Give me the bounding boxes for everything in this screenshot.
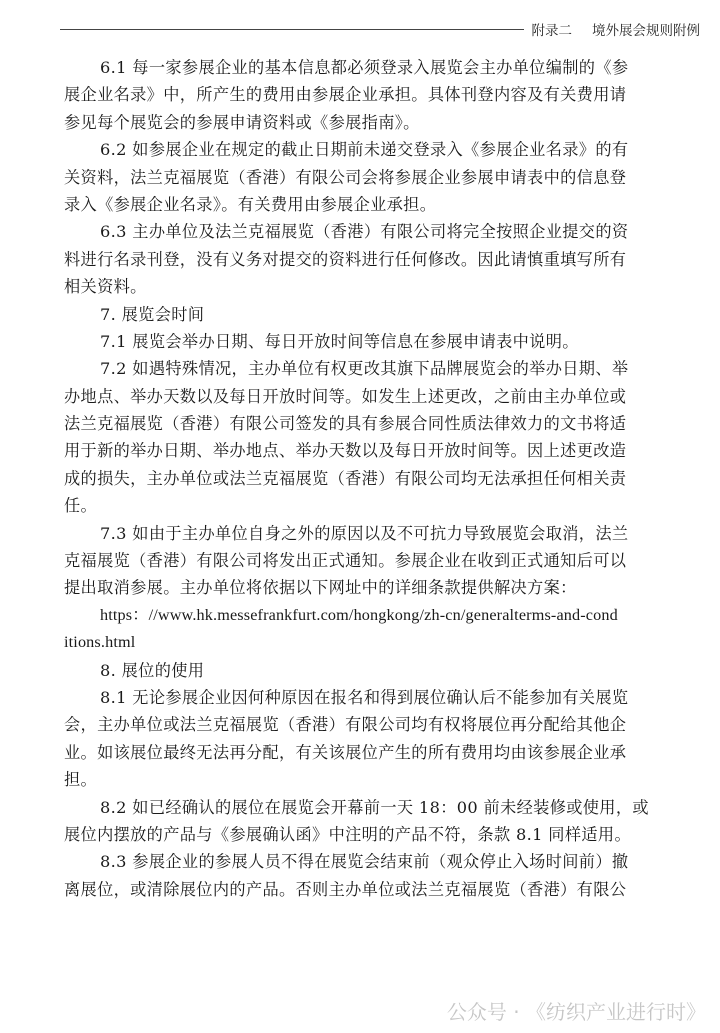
document-body xyxy=(64,54,674,903)
text-line: 展位内摆放的产品与《参展确认函》中注明的产品不符，条款 8.1 同样适用。 xyxy=(64,824,631,844)
text-line: 成的损失，主办单位或法兰克福展览（香港）有限公司均无法承担任何相关责 xyxy=(64,468,627,488)
text-line: 相关资料。 xyxy=(64,277,147,297)
text-line: 7.1 展览会举办日期、每日开放时间等信息在参展申请表中说明。 xyxy=(100,331,579,351)
text-line: 8.1 无论参展企业因何种原因在报名和得到展位确认后不能参加有关展览 xyxy=(100,687,629,707)
text-line: 担。 xyxy=(64,770,98,790)
text-line: 办地点、举办天数以及每日开放时间等。如发生上述更改，之前由主办单位或 xyxy=(64,386,627,406)
text-line: 6.1 每一家参展企业的基本信息都必须登录入展览会主办单位编制的《参 xyxy=(100,58,629,77)
text-line: 8.2 如已经确认的展位在展览会开幕前一天 18：00 前未经装修或使用，或 xyxy=(100,797,649,817)
page-header xyxy=(60,18,700,40)
header-title: 境外展会规则附例 xyxy=(592,23,700,39)
text-line: 任。 xyxy=(64,496,98,516)
text-line: 提出取消参展。主办单位将依据以下网址中的详细条款提供解决方案： xyxy=(64,578,577,598)
text-line: 7.3 如由于主办单位自身之外的原因以及不可抗力导致展览会取消，法兰 xyxy=(100,523,629,543)
watermark: 公众号 · 《纺织产业进行时》 xyxy=(446,1000,706,1024)
header-appendix: 附录二 xyxy=(531,23,572,39)
text-line: https：//www.hk.messefrankfurt.com/hongkong/zh-cn/generalterms-and-cond xyxy=(100,605,618,624)
text-line: 会，主办单位或法兰克福展览（香港）有限公司均有权将展位再分配给其他企 xyxy=(64,715,627,735)
text-line: 6.2 如参展企业在规定的截止日期前未递交登录入《参展企业名录》的有 xyxy=(100,140,629,160)
text-line: 7.2 如遇特殊情况，主办单位有权更改其旗下品牌展览会的举办日期、举 xyxy=(100,359,629,379)
header-rule xyxy=(60,29,524,30)
text-line: 录入《参展企业名录》。有关费用由参展企业承担。 xyxy=(64,194,437,214)
text-line: 7. 展览会时间 xyxy=(100,304,205,324)
header-text xyxy=(532,19,701,39)
text-line: 料进行名录刊登，没有义务对提交的资料进行任何修改。因此请慎重填写所有 xyxy=(64,249,627,269)
text-line: 8. 展位的使用 xyxy=(100,660,205,680)
text-line: 6.3 主办单位及法兰克福展览（香港）有限公司将完全按照企业提交的资 xyxy=(100,222,629,242)
text-line: 业。如该展位最终无法再分配，有关该展位产生的所有费用均由该参展企业承 xyxy=(64,742,627,762)
text-line: itions.html xyxy=(64,633,136,652)
text-line: 克福展览（香港）有限公司将发出正式通知。参展企业在收到正式通知后可以 xyxy=(64,551,627,571)
text-line: 用于新的举办日期、举办地点、举办天数以及每日开放时间等。因上述更改造 xyxy=(64,441,627,461)
text-line: 8.3 参展企业的参展人员不得在展览会结束前（观众停止入场时间前）撤 xyxy=(100,852,629,872)
text-line: 法兰克福展览（香港）有限公司签发的具有参展合同性质法律效力的文书将适 xyxy=(64,414,627,434)
text-line: 关资料，法兰克福展览（香港）有限公司会将参展企业参展申请表中的信息登 xyxy=(64,167,627,187)
text-line: 展企业名录》中，所产生的费用由参展企业承担。具体刊登内容及有关费用请 xyxy=(64,85,627,105)
text-line: 参见每个展览会的参展申请资料或《参展指南》。 xyxy=(64,112,420,132)
text-line: 离展位，或清除展位内的产品。否则主办单位或法兰克福展览（香港）有限公 xyxy=(64,879,627,899)
